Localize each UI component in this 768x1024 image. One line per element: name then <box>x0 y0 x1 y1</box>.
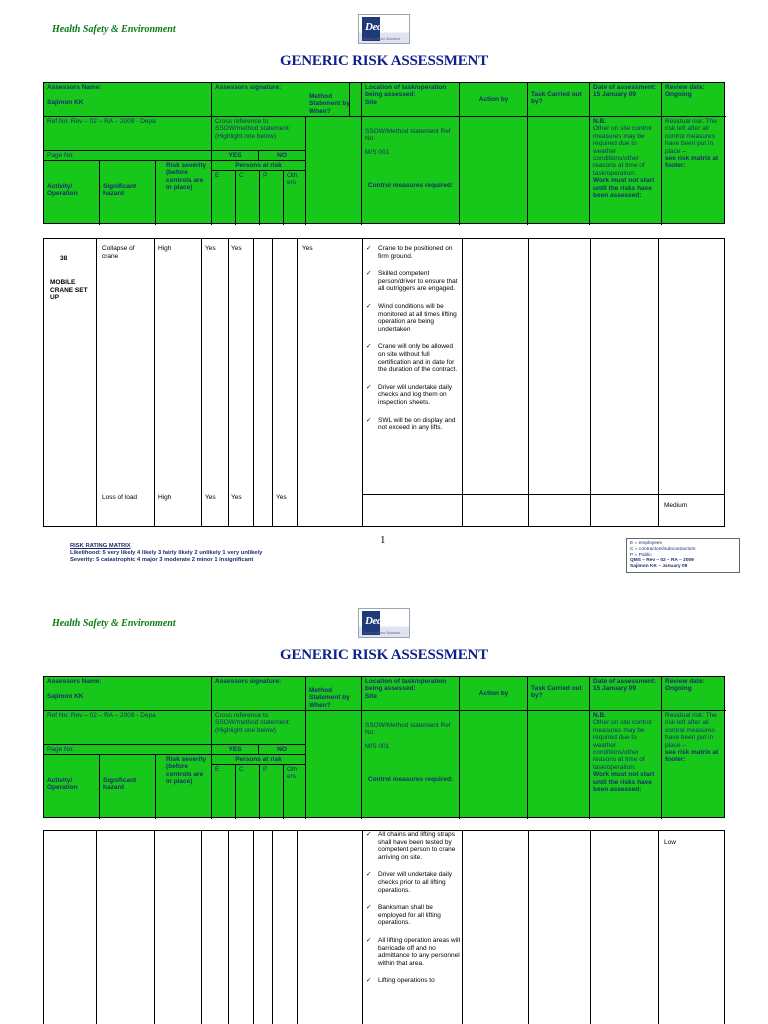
company-logo: Deco Global Interior Solutions <box>358 608 410 638</box>
control-measure-text: Skilled competent person/driver to ensure that all outriggers are engaged. <box>378 270 458 293</box>
employees-cell: Yes <box>231 245 242 252</box>
assessors-name-cell: Assessors Name: Sajimon KK <box>44 83 212 117</box>
severity-col-header: Risk severity (before controls are in place) <box>156 161 212 225</box>
nb-cell: N.B. Other on site control measures may be required due to weather conditions/other reasons at time of task/operation: Work must not start until the risks have been assessed: <box>590 117 662 225</box>
document-page-2 <box>0 594 768 1024</box>
control-measure-item <box>364 937 460 967</box>
checkmark-icon: ✓ <box>366 245 372 252</box>
ref-no-cell: Ref No: Rev – 02 – RA – 2009 - Depa <box>44 117 212 151</box>
checkmark-icon: ✓ <box>366 270 372 278</box>
residual-risk-value: Medium <box>664 502 688 509</box>
control-measures-list <box>364 245 460 442</box>
control-measure-text: SWL will be on display and not exceed in any lifts. <box>378 416 456 432</box>
control-measure-text: Crane will only be allowed on site without full certification and in date for the duration of the contract. <box>378 343 458 374</box>
risk-table-page-2 <box>43 830 725 1024</box>
checkmark-icon: ✓ <box>366 416 372 424</box>
control-measure-text: All lifting operation areas will barricade off and no admittance to any personnel within that area. <box>378 936 461 967</box>
control-measure-text: Driver will undertake daily checks and log them on inspection sheets. <box>378 383 453 406</box>
date-of-assessment-cell: Date of assessment: 15 January 09 <box>590 83 662 117</box>
others-cell: Yes <box>302 245 313 252</box>
risk-table-page-1 <box>43 238 725 527</box>
department-label: Health Safety & Environment <box>52 618 176 629</box>
location-cell: Location of task/operation being assessed: Site <box>362 83 460 117</box>
checkmark-icon: ✓ <box>366 302 372 310</box>
yes-cell: Yes <box>205 494 216 501</box>
control-measure-item <box>364 245 460 260</box>
checkmark-icon: ✓ <box>366 831 372 838</box>
assessors-name: Sajimon KK <box>47 99 84 107</box>
yes-header: YES <box>212 151 259 161</box>
checkmark-icon: ✓ <box>366 383 372 391</box>
control-measure-text: Banksman shall be employed for all lifting operations. <box>378 904 441 927</box>
checkmark-icon: ✓ <box>366 871 372 879</box>
checkmark-icon: ✓ <box>366 977 372 985</box>
control-measure-item <box>364 831 460 861</box>
yes-cell: Yes <box>205 245 216 252</box>
method-statement-value <box>302 245 358 253</box>
checkmark-icon: ✓ <box>366 343 372 351</box>
control-measure-item <box>364 343 460 373</box>
severity-cell: High <box>158 494 172 501</box>
activity-number: 38 <box>60 255 68 262</box>
method-statement-cell: Method Statement by When? <box>306 83 362 117</box>
company-logo: Deco Global Interior Solutions <box>358 14 410 44</box>
ssow-cell: SSOW/Method statement Ref No: M/S 001 Control measures required: <box>362 117 460 225</box>
control-measure-text: All chains and lifting straps shall have been tested by competent person to crane arriving on site. <box>378 831 456 861</box>
checkmark-icon: ✓ <box>366 936 372 944</box>
activity-col-header: Activity/ Operation <box>44 161 100 225</box>
persons-at-risk-header: Persons at risk <box>212 161 306 171</box>
document-title: GENERIC RISK ASSESSMENT <box>280 53 488 69</box>
assessment-header: Assessors Name: Sajimon KK Assessors signature: Method Statement by When? Location of task/operation being assessed: Site Action by Task Carried out by? Date of assessment: 15 January 09 Review date: Ongoing Ref No: Rev – 02 – RA – 2009 - Depa Page No: Activity/ Operation Significant hazard Risk severity (before controls are in place) Cross reference to SSOW/method statement: (Highlight one below) YES NO Persons at risk E C P Oth ers SSOW/Method statement Ref No: M/S 001 Control measures required: N.B. Other on site control measures may be required due to weather conditions/other reasons at time of task/operation: Work must not start until the risks have been assessed: Residual risk: The risk left after all control measures have been put in place – see risk matrix at footer: <box>43 676 725 818</box>
control-measure-item <box>364 871 460 894</box>
control-measure-text: Crane to be positioned on firm ground. <box>378 245 453 260</box>
assessment-header: Assessors Name: Sajimon KK Assessors signature: Method Statement by When? Location of task/operation being assessed: Site Action by Task Carried out by? Date of assessment: 15 January 09 Review date: Ongoing Ref No: Rev – 02 – RA – 2009 - Depa Page No: Activity/ Operation Significant hazard Risk severity (before controls are in place) Cross reference to SSOW/method statement: (Highlight one below) YES NO Persons at risk E C P Oth ers SSOW/Method statement Ref No: M/S 001 Control measures required: N.B. Other on site control measures may be required due to weather conditions/other reasons at time of task/operation: Work must not start until the risks have been assessed: Residual risk: The risk left after all control measures have been put in place – see risk matrix at footer: <box>43 82 725 224</box>
employees-cell: Yes <box>231 494 242 501</box>
control-measure-item <box>364 384 460 407</box>
control-measure-item <box>364 977 460 985</box>
page-no-cell: Page No: <box>44 151 212 161</box>
cross-ref-cell: Cross reference to SSOW/method statement: (Highlight one below) <box>212 117 306 151</box>
control-measure-item <box>364 303 460 333</box>
review-date-cell: Review date: Ongoing <box>662 83 726 117</box>
assessment-date: 15 January 09 <box>593 91 637 99</box>
assessors-signature-cell: Assessors signature: <box>212 83 350 117</box>
action-by-cell: Action by <box>460 83 528 117</box>
hazard-cell: Loss of load <box>102 494 138 501</box>
activity-name: MOBILE CRANE SET UP <box>50 279 88 302</box>
control-measure-item <box>364 417 460 432</box>
residual-risk-value: Low <box>664 839 676 846</box>
control-measure-item <box>364 270 460 293</box>
page-number: 1 <box>380 534 386 546</box>
no-header: NO <box>259 151 306 161</box>
task-carried-cell: Task Carried out by? <box>528 83 590 117</box>
control-measure-item <box>364 904 460 927</box>
document-title: GENERIC RISK ASSESSMENT <box>280 647 488 663</box>
severity-cell: High <box>158 245 172 252</box>
control-measure-text: Driver will undertake daily checks prior to all lifting operations. <box>378 871 453 894</box>
control-measures-header: Control measures required: <box>367 182 454 190</box>
others-cell: Yes <box>276 494 287 501</box>
risk-matrix-footer: RISK RATING MATRIX Likelihood: 5 very likely 4 likely 3 fairly likely 2 unlikely 1 very unlikely Severity: 5 catastrophic 4 major 3 moderate 2 minor 1 insignificant <box>70 543 263 563</box>
hazard-cell: Collapse of crane <box>102 245 135 260</box>
department-label: Health Safety & Environment <box>52 24 176 35</box>
persons-legend: E = employees C = contractors/subcontractors P = Public QMS – Rev – 02 – RA – 2009 Sajimon KK – January 09 <box>626 538 740 573</box>
hazard-col-header: Significant hazard <box>100 161 156 225</box>
checkmark-icon: ✓ <box>366 904 372 912</box>
control-measure-text: Wind conditions will be monitored at all times lifting operation are being undertaken <box>378 302 457 333</box>
control-measure-text: Lifting operations to <box>378 977 435 985</box>
control-measures-list <box>364 831 460 995</box>
residual-risk-cell: Residual risk: The risk left after all control measures have been put in place – see risk matrix at footer: <box>665 118 719 170</box>
